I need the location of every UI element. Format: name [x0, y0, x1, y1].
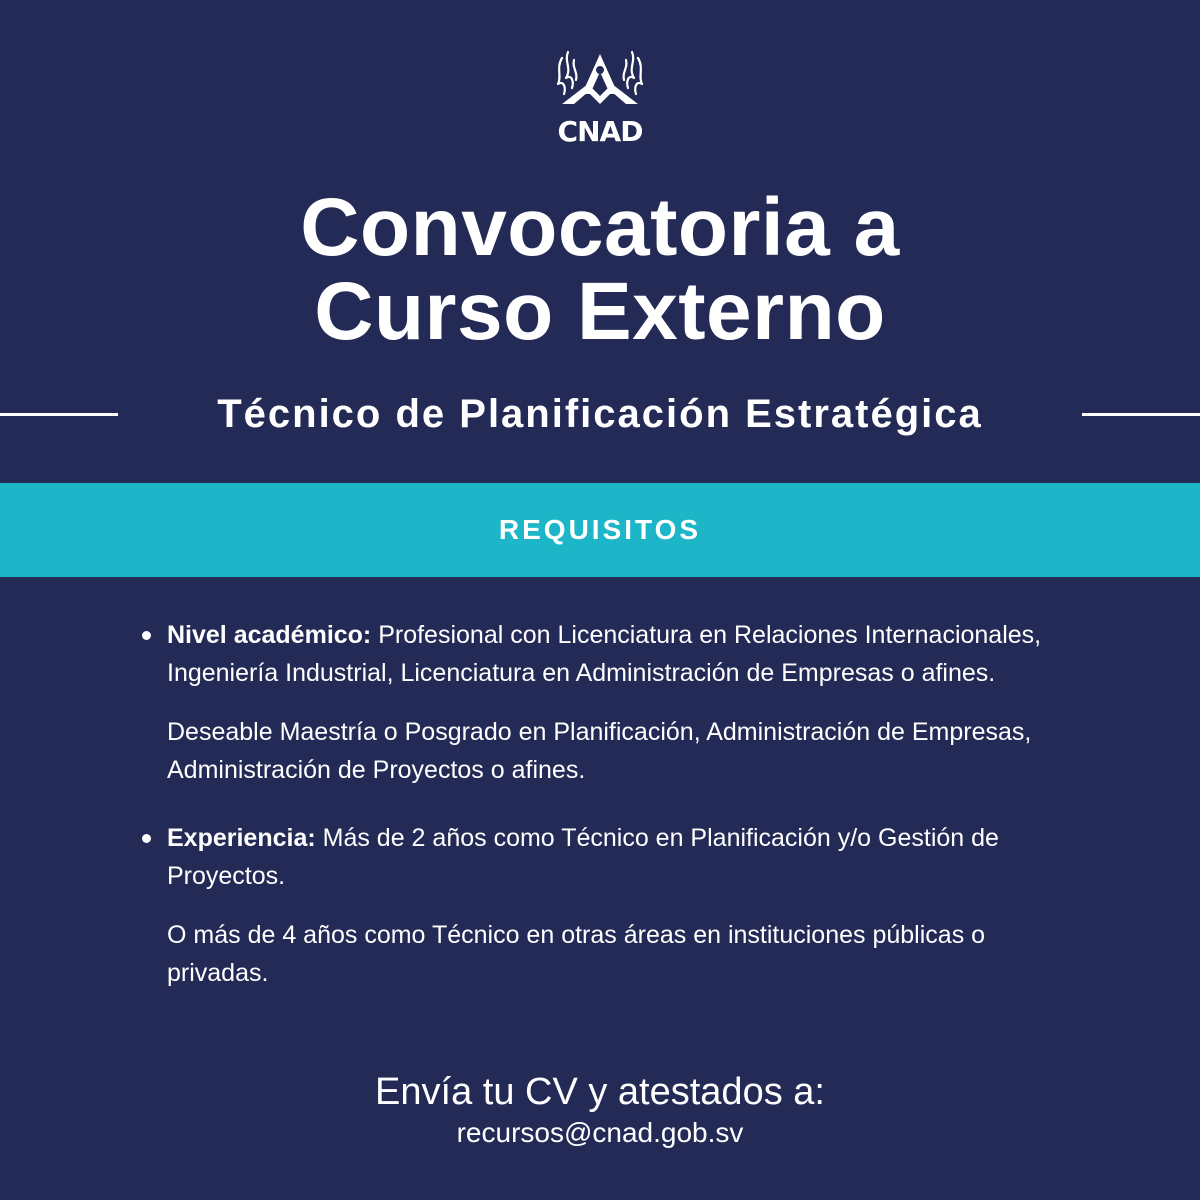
requirement-extra: O más de 4 años como Técnico en otras áreas en instituciones públicas o privadas.	[167, 921, 986, 987]
requirement-label: Nivel académico:	[167, 621, 372, 649]
requirement-item	[138, 819, 1088, 992]
requirement-text	[167, 616, 1088, 692]
position-subtitle: Técnico de Planificación Estratégica	[217, 391, 983, 436]
requirement-body: Profesional con Licenciatura en Relaciones Internacionales, Ingeniería Industrial, Licenciatura en Administración de Empresas o afines.	[167, 621, 1042, 687]
call-to-action: Envía tu CV y atestados a:	[375, 1071, 825, 1113]
requirement-text	[167, 819, 1088, 895]
page-title	[0, 182, 1200, 357]
requirement-extra: Deseable Maestría o Posgrado en Planificación, Administración de Empresas, Administración de Proyectos o afines.	[167, 718, 1032, 784]
left-divider	[0, 413, 118, 416]
requirements-list	[138, 616, 1088, 992]
title-line-1: Convocatoria a	[300, 182, 900, 273]
requirements-banner	[0, 483, 1200, 577]
bullet-icon	[142, 834, 151, 843]
logo	[0, 48, 1200, 146]
subtitle-row	[0, 384, 1200, 444]
requirement-body: Más de 2 años como Técnico en Planificación y/o Gestión de Proyectos.	[167, 824, 999, 890]
flame-mountain-emblem-icon	[552, 48, 648, 114]
title-line-2: Curso Externo	[314, 266, 886, 357]
bullet-icon	[142, 631, 151, 640]
requirements-heading: REQUISITOS	[498, 514, 702, 545]
right-divider	[1082, 413, 1200, 416]
requirement-item	[138, 616, 1088, 789]
contact-email[interactable]: recursos@cnad.gob.sv	[456, 1117, 744, 1148]
requirement-label: Experiencia:	[167, 824, 316, 852]
logo-text: CNAD	[557, 115, 643, 148]
